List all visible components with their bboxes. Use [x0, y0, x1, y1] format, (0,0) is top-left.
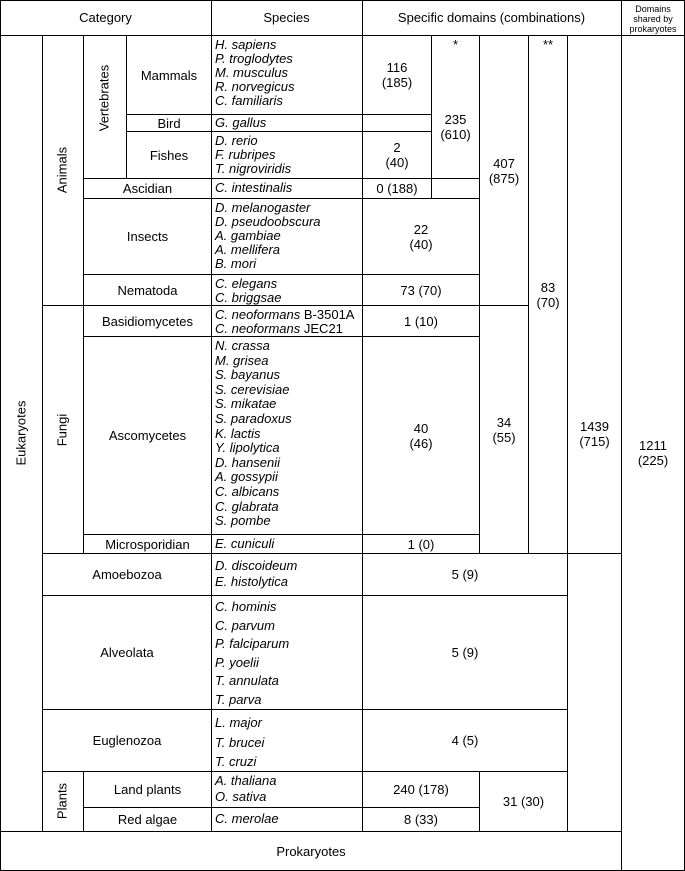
- species-item: D. rerio: [215, 133, 258, 148]
- species-item: A. gambiae: [215, 228, 281, 243]
- species-alveolata: [215, 598, 289, 709]
- species-item: T. cruzi: [215, 754, 257, 769]
- header-category: Category: [79, 10, 132, 25]
- value-euglenozoa: 4 (5): [451, 733, 479, 748]
- label-insects: Insects: [126, 229, 169, 244]
- value-fungi: 34 (55): [492, 414, 516, 445]
- label-prokaryotes: Prokaryotes: [276, 843, 346, 859]
- label-fishes: Fishes: [149, 147, 189, 163]
- group-vertebrates: Vertebrates: [96, 64, 112, 132]
- species-item: F. rubripes: [215, 147, 276, 162]
- value-fishes: 2 (40): [385, 140, 409, 170]
- value-animals: 407 (875): [488, 155, 520, 186]
- species-euglenozoa: [215, 713, 264, 772]
- species-item: K. lactis: [215, 425, 261, 441]
- group-eukaryotes: Eukaryotes: [13, 400, 29, 466]
- species-basidiomycetes: [215, 308, 354, 336]
- species-item: E. histolytica: [215, 574, 288, 589]
- header-shared-prokaryotes: Domains shared by prokaryotes: [629, 4, 677, 34]
- species-item: H. sapiens: [215, 37, 277, 52]
- species-bird: [215, 116, 266, 130]
- value-red-algae: 8 (33): [404, 812, 438, 827]
- species-item: P. troglodytes: [215, 51, 293, 66]
- label-mammals: Mammals: [140, 67, 198, 83]
- species-item: M. musculus: [215, 65, 288, 80]
- value-plants: 31 (30): [502, 794, 545, 809]
- species-item: D. hansenii: [215, 454, 281, 470]
- species-microsporidian: [215, 537, 274, 551]
- label-bird: Bird: [157, 115, 181, 131]
- species-item: C. neoformans B-3501A: [215, 307, 355, 322]
- species-item: C. familiaris: [215, 93, 283, 108]
- header-species: Species: [263, 10, 310, 25]
- species-item: O. sativa: [215, 789, 267, 804]
- marker-double-star: **: [542, 37, 554, 52]
- label-ascomycetes: Ascomycetes: [108, 428, 187, 443]
- species-item: C. neoformans JEC21: [215, 321, 343, 336]
- species-item: M. grisea: [215, 352, 269, 368]
- label-nematoda: Nematoda: [117, 282, 178, 298]
- value-eukaryote-specific: 1439 (715): [579, 418, 610, 449]
- species-item: A. mellifera: [215, 242, 281, 257]
- label-amoebozoa: Amoebozoa: [92, 567, 162, 582]
- species-item: P. falciparum: [215, 636, 290, 651]
- value-land-plants: 240 (178): [393, 782, 449, 797]
- species-item: A. thaliana: [215, 773, 277, 788]
- species-ascomycetes: [215, 339, 292, 529]
- species-item: G. gallus: [215, 115, 267, 130]
- species-item: D. melanogaster: [215, 200, 311, 215]
- value-nematoda: 73 (70): [400, 282, 442, 298]
- value-opisthokonta: 83 (70): [536, 279, 560, 310]
- value-shared-prokaryotes: 1211 (225): [637, 438, 669, 468]
- species-item: C. glabrata: [215, 498, 279, 514]
- species-item: B. mori: [215, 256, 257, 271]
- species-item: C. merolae: [215, 811, 279, 826]
- value-microsporidian: 1 (0): [407, 536, 435, 552]
- species-fishes: [215, 134, 291, 176]
- species-item: D. pseudoobscura: [215, 214, 321, 229]
- species-item: E. cuniculi: [215, 536, 275, 551]
- species-item: T. brucei: [215, 734, 265, 750]
- species-mammals: [215, 38, 294, 108]
- species-item: C. intestinalis: [215, 180, 293, 195]
- value-ascomycetes: 40 (46): [409, 420, 433, 451]
- label-land-plants: Land plants: [113, 782, 182, 797]
- group-plants: Plants: [54, 782, 70, 820]
- species-item: N. crassa: [215, 338, 270, 353]
- species-item: C. elegans: [215, 276, 278, 291]
- value-vertebrates: 235 (610): [440, 112, 471, 142]
- species-nematoda: [215, 277, 281, 305]
- species-item: T. annulata: [215, 673, 279, 688]
- species-insects: [215, 201, 321, 271]
- marker-single-star: *: [452, 37, 459, 52]
- species-item: P. yoelii: [215, 654, 259, 670]
- label-microsporidian: Microsporidian: [105, 536, 190, 552]
- species-item: S. bayanus: [215, 367, 281, 383]
- species-item: R. norvegicus: [215, 79, 295, 94]
- label-ascidian: Ascidian: [122, 181, 173, 196]
- label-red-algae: Red algae: [117, 812, 178, 827]
- value-ascidian: 0 (188): [376, 181, 418, 196]
- species-amoebozoa: [215, 558, 297, 590]
- species-ascidian: [215, 181, 292, 195]
- species-item: S. paradoxus: [215, 410, 292, 426]
- species-item: C. parvum: [215, 617, 275, 633]
- species-item: T. parva: [215, 691, 262, 707]
- value-mammals: 116 (185): [381, 60, 413, 90]
- group-fungi: Fungi: [54, 413, 70, 447]
- value-amoebozoa: 5 (9): [451, 567, 479, 582]
- species-item: L. major: [215, 715, 262, 730]
- label-basidiomycetes: Basidiomycetes: [101, 313, 194, 329]
- header-specific-domains: Specific domains (combinations): [397, 10, 586, 25]
- species-item: S. mikatae: [215, 396, 277, 412]
- species-item: C. briggsae: [215, 290, 282, 305]
- label-euglenozoa: Euglenozoa: [92, 733, 162, 748]
- value-insects: 22 (40): [409, 221, 433, 252]
- species-item: C. albicans: [215, 483, 280, 499]
- species-red-algae: [215, 812, 279, 826]
- species-item: Y. lipolytica: [215, 440, 280, 456]
- species-item: C. hominis: [215, 599, 277, 614]
- species-item: S. cerevisiae: [215, 381, 290, 397]
- species-land-plants: [215, 773, 276, 805]
- label-alveolata: Alveolata: [100, 645, 154, 660]
- value-alveolata: 5 (9): [451, 645, 479, 660]
- value-basidiomycetes: 1 (10): [404, 313, 438, 329]
- species-item: S. pombe: [215, 513, 271, 529]
- group-animals: Animals: [54, 146, 70, 194]
- species-item: A. gossypii: [215, 469, 278, 485]
- species-item: T. nigroviridis: [215, 161, 292, 176]
- species-item: D. discoideum: [215, 558, 298, 573]
